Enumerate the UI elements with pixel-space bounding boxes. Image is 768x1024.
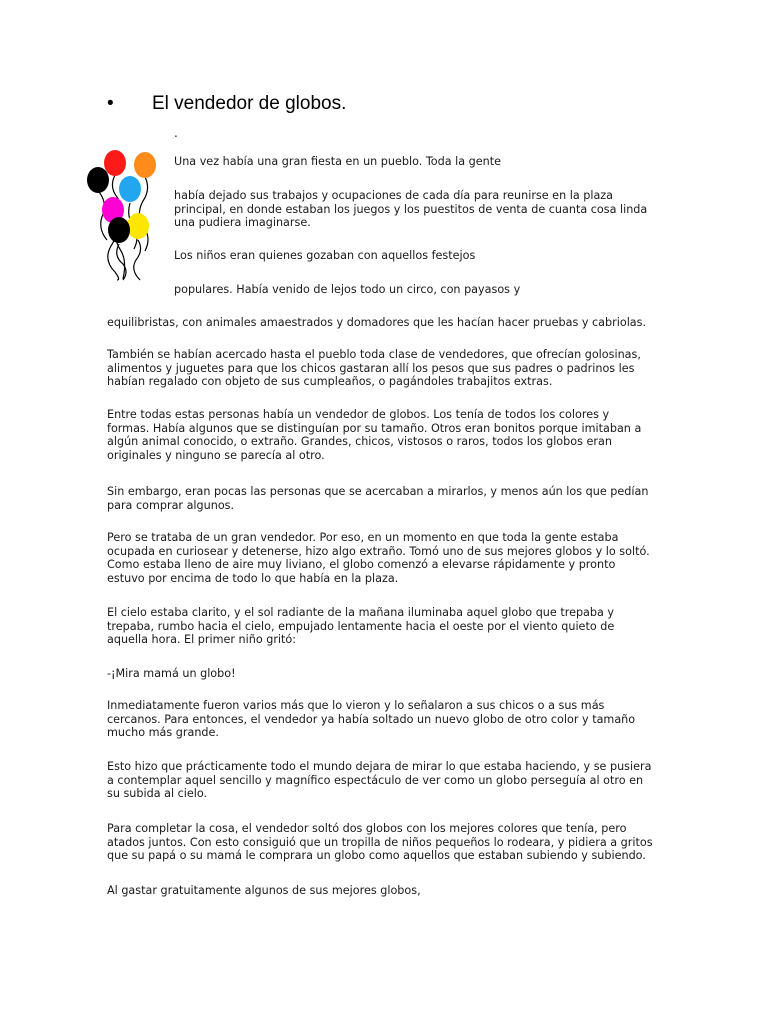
- paragraph: populares. Había venido de lejos todo un circo, con payasos y: [174, 283, 521, 296]
- paragraph: Entre todas estas personas había un vendedor de globos. Los tenía de todos los colores y formas. Había algunos que se distinguían por su tamaño. Otros eran bonitos porque imitaban a algún animal conocido, o extraño. Grandes, chicos, vistosos o raros, todos los globos eran originales y ninguno se parecía al otro.: [107, 408, 642, 462]
- paragraph: Una vez había una gran fiesta en un pueblo. Toda la gente: [174, 155, 502, 168]
- stray-dot: .: [174, 126, 178, 140]
- balloon-orange: [134, 152, 156, 178]
- paragraph: Los niños eran quienes gozaban con aquellos festejos: [174, 249, 476, 262]
- document-title: El vendedor de globos.: [152, 93, 347, 114]
- paragraph: El cielo estaba clarito, y el sol radiante de la mañana iluminaba aquel globo que trepaba y trepaba, rumbo hacia el cielo, empujado lentamente hacia el oeste por el viento quieto de aquella hora. El primer niño gritó:: [107, 606, 615, 646]
- bullet-marker: •: [107, 93, 114, 114]
- paragraph: había dejado sus trabajos y ocupaciones de cada día para reunirse en la plaza principal, en donde estaban los juegos y los puestitos de venta de cuanta cosa linda una pudiera imaginarse.: [174, 189, 648, 229]
- paragraph: También se habían acercado hasta el pueblo toda clase de vendedores, que ofrecían golosinas, alimentos y juguetes para que los chicos gastaran allí los pesos que sus padres o padrinos les habían regalado con objeto de sus cumpleaños, o pagándoles trabajitos extras.: [107, 348, 641, 388]
- paragraph: Inmediatamente fueron varios más que lo vieron y lo señalaron a sus chicos o a sus más cercanos. Para entonces, el vendedor ya había soltado un nuevo globo de otro color y tamaño mucho más grande.: [107, 699, 636, 739]
- balloons-illustration: [84, 147, 164, 282]
- paragraph: Esto hizo que prácticamente todo el mundo dejara de mirar lo que estaba haciendo, y se pusiera a contemplar aquel sencillo y magnífico espectáculo de ver como un globo perseguía al otro en su subida al cielo.: [107, 760, 652, 800]
- paragraph: Sin embargo, eran pocas las personas que se acercaban a mirarlos, y menos aún los que pedían para comprar algunos.: [107, 485, 649, 512]
- paragraph: Pero se trataba de un gran vendedor. Por eso, en un momento en que toda la gente estaba ocupada en curiosear y detenerse, hizo algo extraño. Tomó uno de sus mejores globos y lo soltó. Como estaba lleno de aire muy liviano, el globo comenzó a elevarse rápidamente y pronto estuvo por encima de todo lo que había en la plaza.: [107, 531, 650, 585]
- balloon-blue: [119, 176, 141, 202]
- paragraph: -¡Mira mamá un globo!: [107, 667, 236, 680]
- paragraph: equilibristas, con animales amaestrados y domadores que les hacían hacer pruebas y cabriolas.: [107, 316, 647, 329]
- paragraph: Al gastar gratuitamente algunos de sus mejores globos,: [107, 884, 421, 897]
- balloon-red: [104, 150, 126, 176]
- balloon-black: [87, 167, 109, 193]
- paragraph: Para completar la cosa, el vendedor soltó dos globos con los mejores colores que tenía, pero atados juntos. Con esto consiguió que un tropilla de niños pequeños lo rodeara, y pidiera a gritos que su papá o su mamá le comprara un globo como aquellos que estaban subiendo y subiendo.: [107, 822, 653, 862]
- balloon-yellow: [127, 213, 149, 239]
- balloon-black: [108, 217, 130, 243]
